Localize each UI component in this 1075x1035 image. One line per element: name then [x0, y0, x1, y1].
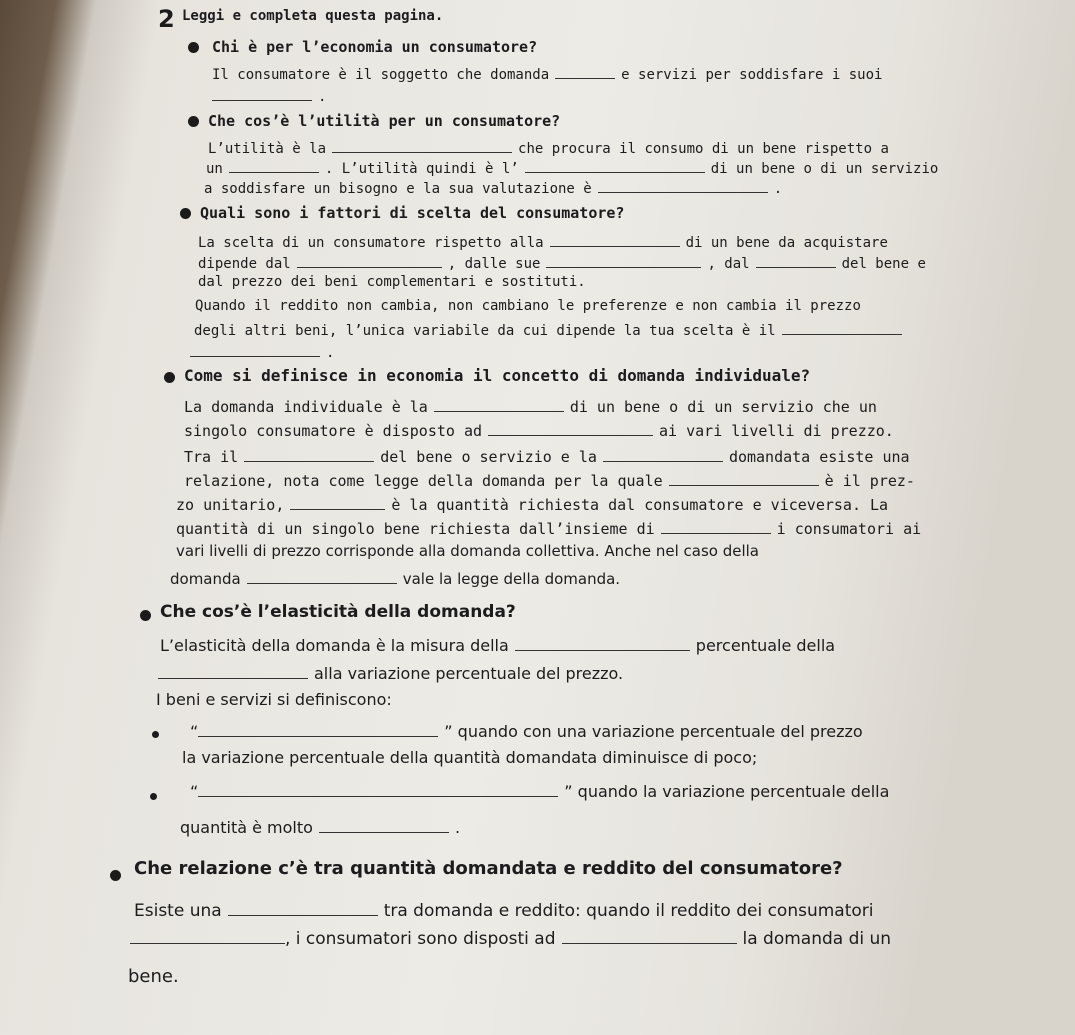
q4-line7: vari livelli di prezzo corrisponde alla domanda collettiva. Anche nel caso della [176, 542, 759, 560]
blank-field[interactable] [198, 720, 438, 737]
q2-line2: un . L’utilità quindi è l’ di un bene o di un servizio [206, 158, 938, 177]
q5-line1: L’elasticità della domanda è la misura della percentuale della [160, 636, 836, 655]
blank-field[interactable] [525, 158, 705, 173]
q5-bullet2: “ ” quando la variazione percentuale della [190, 782, 890, 801]
blank-field[interactable] [319, 816, 449, 833]
q3-title: Quali sono i fattori di scelta del consumatore? [200, 204, 625, 222]
q4-line2: singolo consumatore è disposto ad ai vari livelli di prezzo. [184, 422, 894, 440]
q1-title: Chi è per l’economia un consumatore? [212, 38, 538, 56]
blank-field[interactable] [546, 253, 701, 268]
blank-field[interactable] [332, 138, 512, 153]
exercise-number: 2 [158, 5, 175, 33]
bullet-icon [180, 208, 191, 219]
blank-field[interactable] [562, 926, 737, 944]
bullet-icon [152, 731, 159, 738]
q5-title: Che cos’è l’elasticità della domanda? [160, 602, 516, 622]
q3-line1: La scelta di un consumatore rispetto alla di un bene da acquistare [198, 232, 888, 251]
blank-field[interactable] [782, 320, 902, 335]
bullet-icon [188, 42, 199, 53]
blank-field[interactable] [158, 662, 308, 679]
bullet-icon [150, 793, 157, 800]
blank-field[interactable] [198, 780, 558, 797]
q1-line1: Il consumatore è il soggetto che domanda e servizi per soddisfare i suoi [212, 64, 882, 83]
q2-title: Che cos’è l’utilità per un consumatore? [208, 112, 561, 130]
blank-field[interactable] [598, 178, 768, 193]
q6-line2: , i consumatori sono disposti ad la domanda di un [130, 926, 891, 949]
q4-title: Come si definisce in economia il concetto di domanda individuale? [184, 366, 811, 385]
q3-line2: dipende dal , dalle sue , dal del bene e [198, 253, 926, 272]
q6-line3: bene. [128, 966, 179, 987]
blank-field[interactable] [555, 64, 615, 79]
q4-line5: zo unitario, è la quantità richiesta dal consumatore e viceversa. La [176, 496, 889, 514]
q2-line1: L’utilità è la che procura il consumo di un bene rispetto a [208, 138, 889, 157]
q3-line3: dal prezzo dei beni complementari e sostituti. [198, 274, 586, 290]
blank-field[interactable] [669, 470, 819, 486]
blank-field[interactable] [290, 494, 385, 510]
q5-line2: alla variazione percentuale del prezzo. [158, 662, 623, 683]
blank-field[interactable] [229, 158, 319, 173]
q3-line6: . [190, 342, 334, 361]
q6-line1: Esiste una tra domanda e reddito: quando il reddito dei consumatori [134, 898, 874, 921]
q5-bullet2-cont: quantità è molto . [180, 818, 461, 837]
bullet-icon [164, 372, 175, 383]
q5-line3: I beni e servizi si definiscono: [156, 690, 392, 709]
q4-line3: Tra il del bene o servizio e la domandata esiste una [184, 448, 910, 466]
blank-field[interactable] [297, 253, 442, 268]
blank-field[interactable] [661, 518, 771, 534]
blank-field[interactable] [488, 420, 653, 436]
blank-field[interactable] [228, 898, 378, 916]
q4-line1: La domanda individuale è la di un bene o di un servizio che un [184, 398, 877, 416]
q4-line8: domanda vale la legge della domanda. [170, 570, 621, 588]
blank-field[interactable] [434, 396, 564, 412]
blank-field[interactable] [212, 86, 312, 101]
blank-field[interactable] [756, 253, 836, 268]
q1-line2: . [212, 86, 326, 105]
bullet-icon [140, 610, 151, 621]
q5-bullet1: “ ” quando con una variazione percentuale del prezzo [190, 722, 863, 741]
bullet-icon [110, 870, 121, 881]
blank-field[interactable] [190, 342, 320, 357]
q5-bullet1-cont: la variazione percentuale della quantità domandata diminuisce di poco; [182, 748, 758, 767]
q6-title: Che relazione c’è tra quantità domandata e reddito del consumatore? [134, 858, 843, 879]
q4-line6: quantità di un singolo bene richiesta dall’insieme di i consumatori ai [176, 520, 922, 538]
blank-field[interactable] [244, 446, 374, 462]
q3-line5: degli altri beni, l’unica variabile da cui dipende la tua scelta è il [194, 320, 908, 339]
bullet-icon [188, 116, 199, 127]
q2-line3: a soddisfare un bisogno e la sua valutazione è . [204, 178, 782, 197]
q4-line4: relazione, nota come legge della domanda per la quale è il prez- [184, 472, 915, 490]
instruction: Leggi e completa questa pagina. [182, 8, 444, 24]
q3-line4: Quando il reddito non cambia, non cambiano le preferenze e non cambia il prezzo [195, 298, 861, 314]
blank-field[interactable] [515, 634, 690, 651]
blank-field[interactable] [550, 232, 680, 247]
blank-field[interactable] [247, 568, 397, 584]
blank-field[interactable] [603, 446, 723, 462]
blank-field[interactable] [130, 926, 285, 944]
